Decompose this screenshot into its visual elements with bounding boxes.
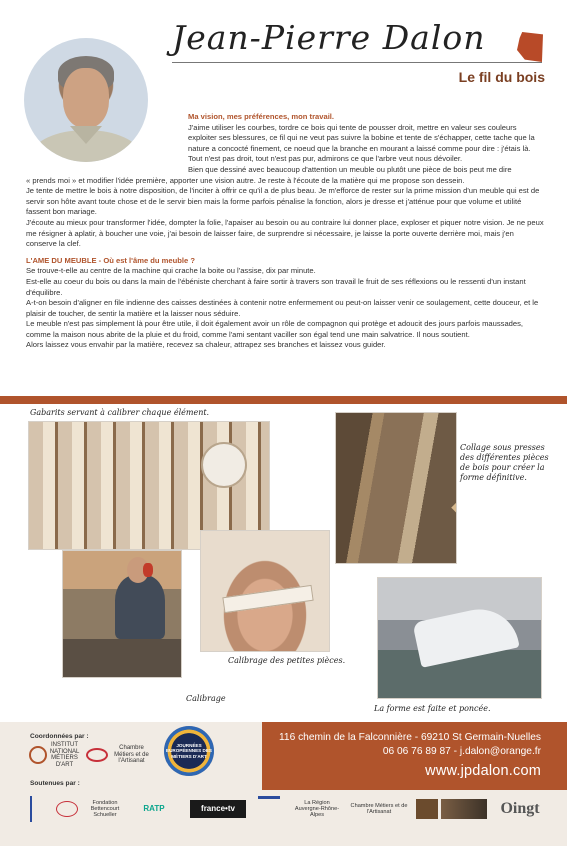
header-divider — [172, 62, 542, 63]
cma-small-logo — [56, 801, 78, 817]
intro-text — [26, 112, 544, 351]
partner-photo-logo — [441, 799, 487, 819]
inma-logo: INSTITUT NATIONAL MÉTIERS D'ART — [30, 742, 78, 768]
intro-paragraph: « prends moi » et modifier l'idée première, apporter une vision autre. Je reste à l'écoute de la matière qui me propose son dessein. — [26, 175, 465, 185]
republique-francaise-logo — [30, 796, 50, 822]
france-tv-logo: france•tv — [190, 800, 246, 818]
photo-forme — [377, 577, 542, 699]
phone-email[interactable]: 06 06 76 89 87 - j.dalon@orange.fr — [382, 746, 541, 757]
cma-large-logo: Chambre Métiers et de l'Artisanat — [350, 803, 408, 815]
ame-title: L'AME DU MEUBLE - Où est l'âme du meuble ? — [26, 255, 196, 265]
website-link[interactable]: www.jpdalon.com — [425, 763, 541, 779]
caption-forme: La forme est faite et poncée. — [374, 704, 491, 713]
coordonnees-label: Coordonnées par : — [30, 733, 89, 740]
caption-petites-pieces: Calibrage des petites pièces. — [228, 656, 346, 665]
ratp-logo: RATP — [143, 804, 165, 813]
intro-paragraph: Je tente de mettre le bois à notre disposition, de l'inciter à offrir ce qu'il a de plus beau. Je m'efforce de rester sur la prime mission d'un meuble qui est de servir son hôte avant toute chose et de le servir bien mais la forme parfois pénalise la fonction, alors je dresse et j'atténue pour que volume et utilité fassent bon mariage. — [26, 186, 540, 217]
caption-gabarits: Gabarits servant à calibrer chaque élément. — [30, 408, 210, 417]
intro-title: Ma vision, mes préférences, mon travail. — [188, 112, 335, 121]
oingt-logo: Oingt — [500, 800, 540, 817]
cma-logo: Chambre Métiers et de l'Artisanat — [86, 742, 152, 768]
artisan-name: Jean-Pierre Dalon — [172, 18, 486, 57]
contact-block — [279, 731, 541, 759]
address: 116 chemin de la Falconnière - 69210 St Germain-Nuelles — [279, 732, 541, 743]
ame-paragraph: Se trouve-t-elle au centre de la machine qui crache la boite ou l'assise, dix par minute. — [26, 266, 316, 276]
ame-paragraph: Est-elle au coeur du bois ou dans la main de l'ébéniste cherchant à faire sortir à travers son travail le fruit de ses réflexions ou le ressenti d'un instant d'équilibre. — [26, 276, 526, 297]
ame-paragraph: Le meuble n'est pas simplement là pour être utile, il doit également avoir un rôle de compagnon qui protège et adoucit des jours parfois maussades, comme la maison nous abrite de la pluie et du froid, comme l'ami sentant vaciller son égal tend une main salvatrice. Il nous soutient. — [26, 319, 524, 339]
caption-collage: Collage sous presses des différentes pièces de bois pour créer la forme définitive. — [460, 443, 549, 482]
photo-calibrage — [62, 550, 182, 678]
page-subtitle: Le fil du bois — [458, 69, 545, 85]
soutenues-label: Soutenues par : — [30, 780, 80, 787]
ministere-culture-logo — [258, 796, 280, 816]
intro-paragraph: J'écoute au mieux pour transformer l'idée, dompter la folie, l'apaiser au besoin ou au contraire lui donner place, exploser et piquer notre vision. Je ne peux me résigner à aplatir, à boucher une voie, j'ai besoin de laisser faire, de surprendre si nécessaire, je laisse la porte ouverte derrière moi, mais j'en conserve la clef. — [26, 217, 544, 249]
region-aura-logo: La Région Auvergne-Rhône-Alpes — [294, 800, 340, 818]
photo-collage — [335, 412, 457, 564]
ame-paragraph: A-t-on besoin d'aligner en file indienne des caisses destinées à contenir notre enfermement ou peut-on laisser venir ce soulagement, cette douceur, et le plaisir de toucher, de sentir la matière et la laisser nous séduire. — [26, 298, 539, 318]
caption-calibrage: Calibrage — [186, 694, 226, 703]
intro-paragraph: J'aime utiliser les courbes, tordre ce bois qui tente de pousser droit, mettre en valeur ses couleurs exploiter ses blessures, ce fil qui ne veut pas suivre la bobine et tente de s'échapper, cette tache que la nature a concocté finement, ce noeud que la branche en mourant a laissé comme pour dire : j'étais là. — [188, 122, 535, 153]
photo-petites-pieces — [200, 530, 330, 652]
journees-metiers-art-logo: JOURNÉES EUROPÉENNES DES MÉTIERS D'ART — [164, 726, 214, 776]
partner-badge-logo — [416, 799, 438, 819]
intro-paragraph: Bien que dessiné avec beaucoup d'attention un meuble ou plutôt une pièce de bois peut me dire — [188, 164, 512, 174]
fondation-bettencourt-logo: Fondation Bettencourt Schueller — [90, 800, 120, 818]
region-map-icon — [517, 32, 543, 62]
intro-paragraph: Tout n'est pas droit, tout n'est pas pur, admirons ce que l'arbre veut nous dévoiler. — [188, 154, 463, 164]
ame-paragraph: Alors laissez vous envahir par la matière, recevez sa chaleur, attrapez ses branches et laissez vous guider. — [26, 340, 386, 350]
